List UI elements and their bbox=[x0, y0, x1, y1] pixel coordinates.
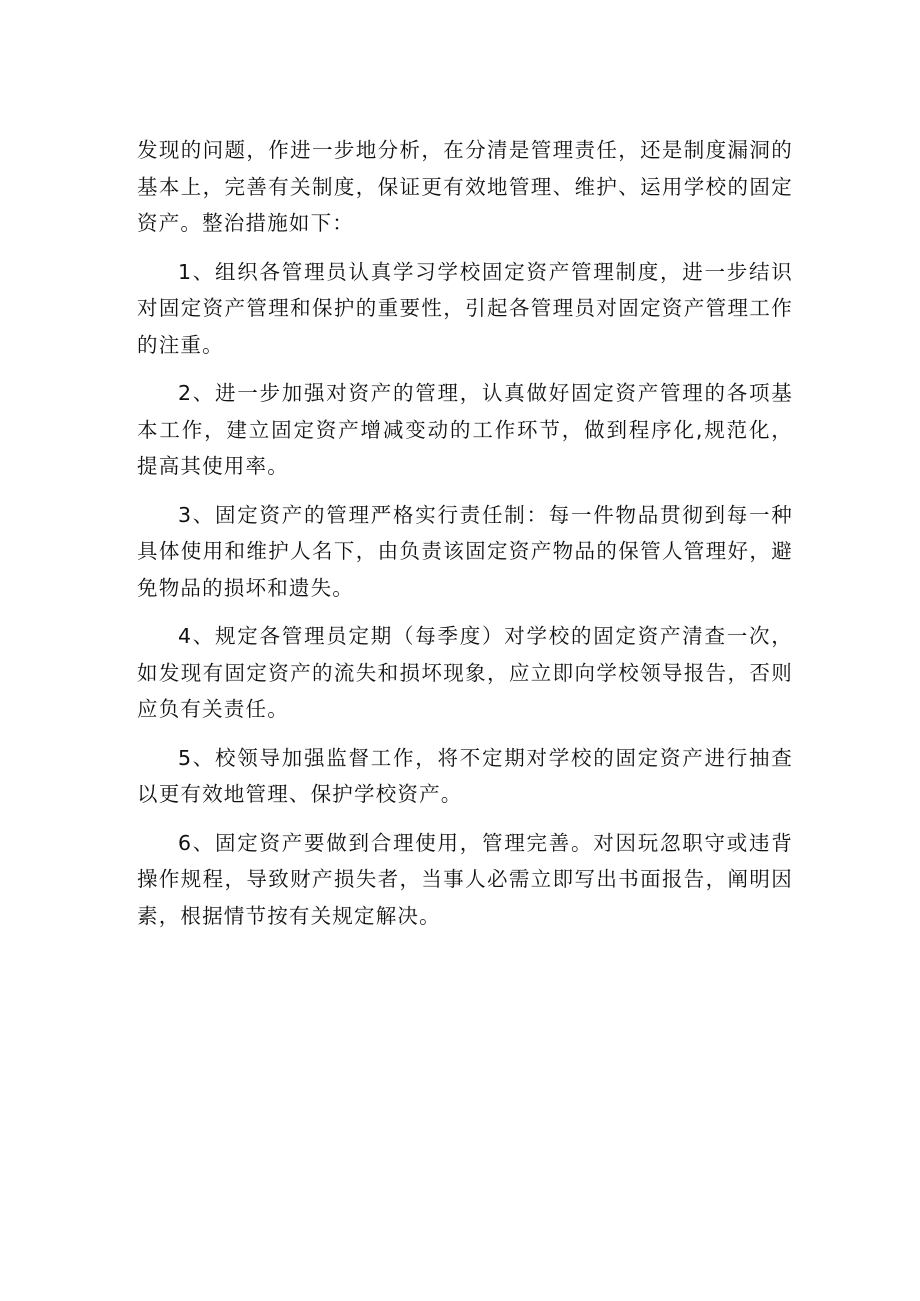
paragraph-intro: 发现的问题，作进一步地分析，在分清是管理责任，还是制度漏洞的基本上，完善有关制度，保证更有效地管理、维护、运用学校的固定资产。整治措施如下： bbox=[137, 138, 793, 235]
paragraph-item-4: 4、规定各管理员定期（每季度）对学校的固定资产清查一次，如发现有固定资产的流失和损坏现象，应立即向学校领导报告，否则应负有关责任。 bbox=[137, 624, 793, 721]
paragraph-item-3: 3、固定资产的管理严格实行责任制：每一件物品贯彻到每一种具体使用和维护人名下，由负责该固定资产物品的保管人管理好，避免物品的损坏和遗失。 bbox=[137, 502, 793, 600]
paragraph-item-5: 5、校领导加强监督工作，将不定期对学校的固定资产进行抽查以更有效地管理、保护学校资产。 bbox=[137, 745, 793, 806]
paragraph-item-2: 2、进一步加强对资产的管理，认真做好固定资产管理的各项基本工作，建立固定资产增减变动的工作环节，做到程序化,规范化，提高其使用率。 bbox=[137, 381, 793, 478]
paragraph-item-6: 6、固定资产要做到合理使用，管理完善。对因玩忽职守或违背操作规程，导致财产损失者，当事人必需立即写出书面报告，阐明因素，根据情节按有关规定解决。 bbox=[137, 830, 793, 928]
paragraph-item-1: 1、组织各管理员认真学习学校固定资产管理制度，进一步结识对固定资产管理和保护的重要性，引起各管理员对固定资产管理工作的注重。 bbox=[137, 259, 793, 357]
document-body bbox=[137, 132, 793, 946]
